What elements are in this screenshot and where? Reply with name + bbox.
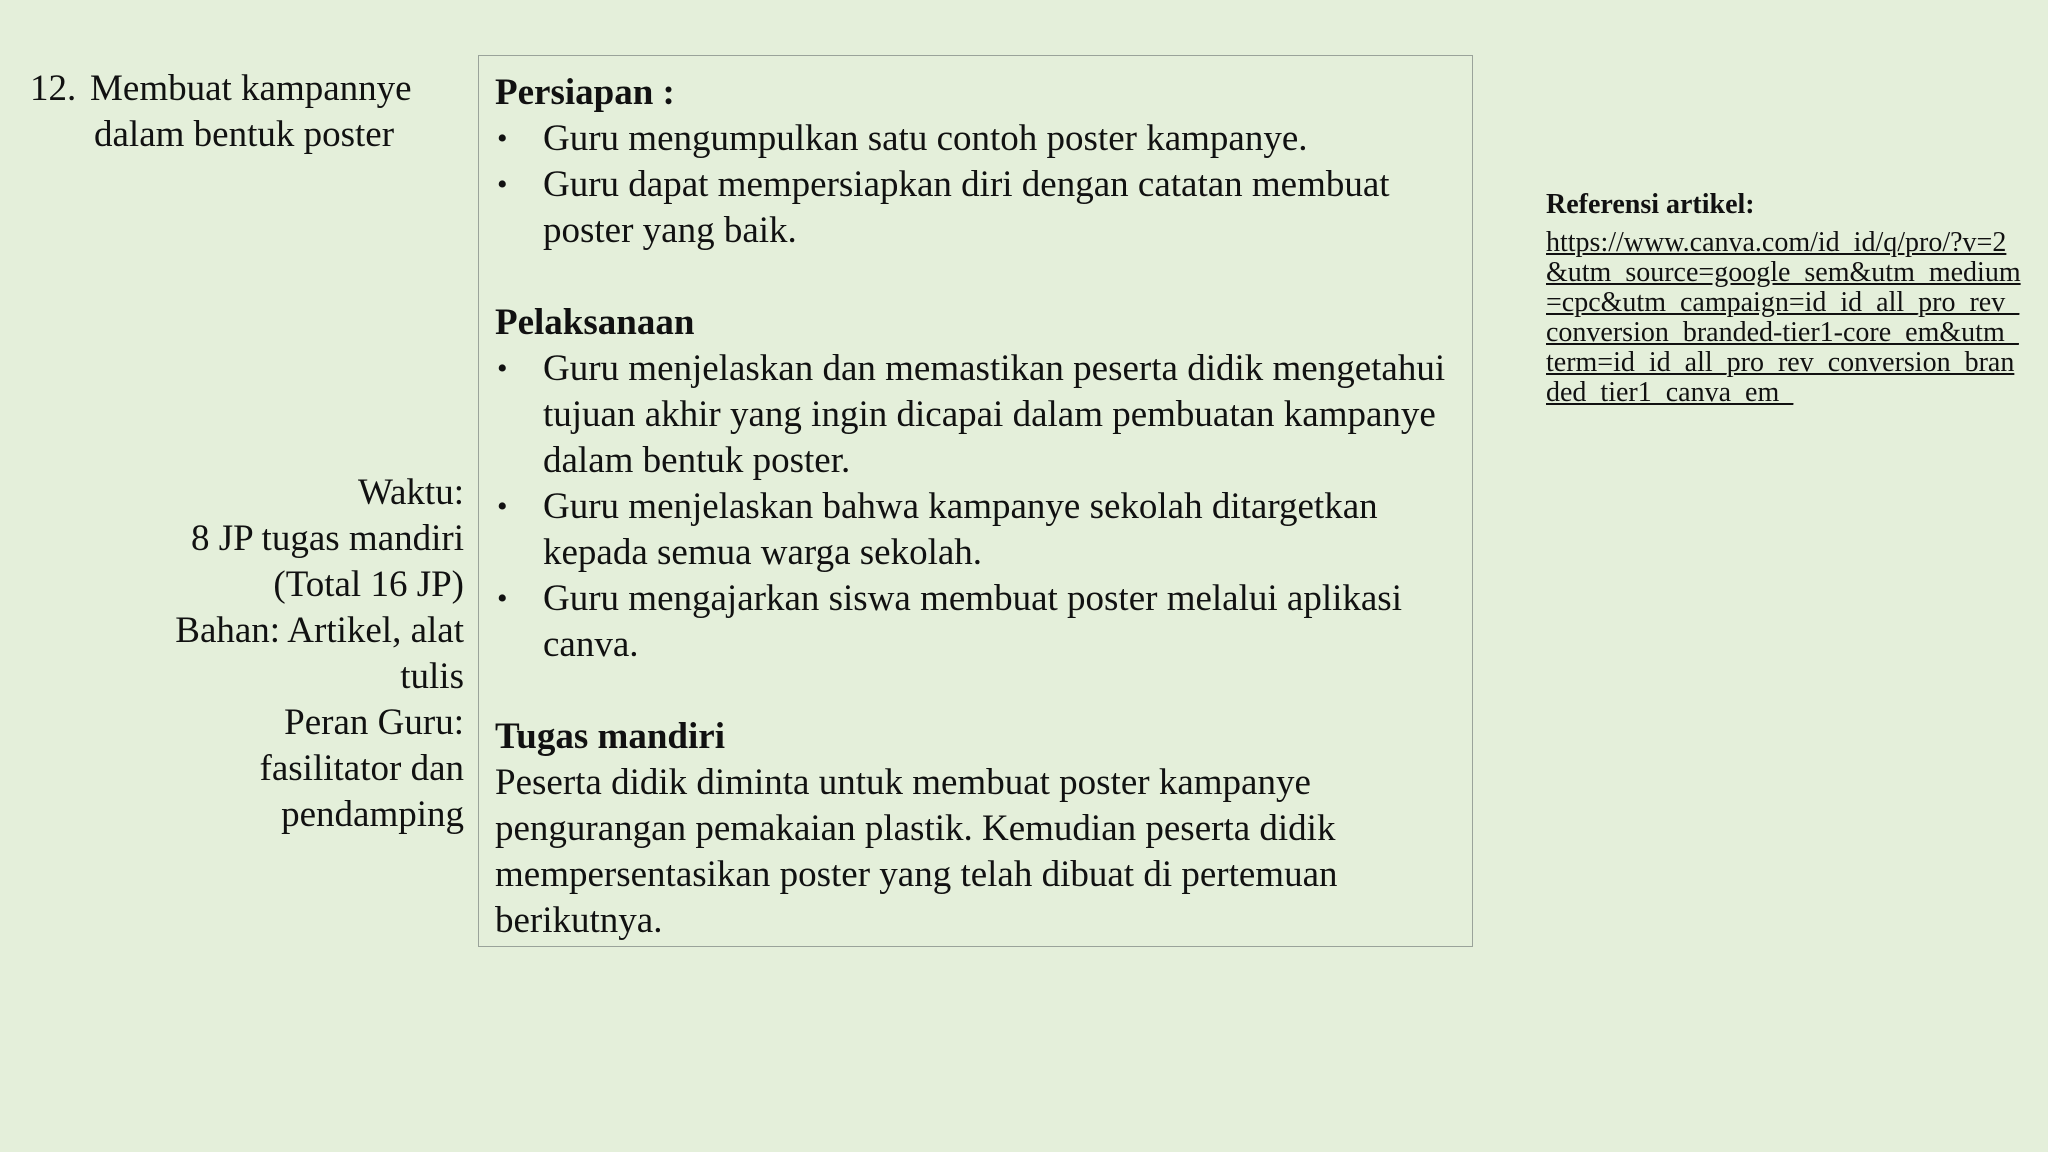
list-item bbox=[495, 346, 1460, 484]
activity-title-line2: dalam bentuk poster bbox=[94, 114, 395, 155]
pelaksanaan-item-text: Guru mengajarkan siswa membuat poster melalui aplikasi canva. bbox=[543, 578, 1402, 665]
list-item bbox=[495, 162, 1460, 254]
tugas-mandiri-heading: Tugas mandiri bbox=[495, 716, 725, 757]
bullet-icon: • bbox=[497, 352, 508, 385]
persiapan-item-text: Guru mengumpulkan satu contoh poster kampanye. bbox=[543, 118, 1308, 159]
reference-heading: Referensi artikel: bbox=[1546, 189, 1755, 220]
bahan-line2: tulis bbox=[400, 656, 464, 697]
activity-number: 12. bbox=[30, 68, 77, 109]
activity-content-box bbox=[478, 55, 1473, 947]
pelaksanaan-heading: Pelaksanaan bbox=[495, 302, 695, 343]
peran-line1: fasilitator dan bbox=[259, 748, 464, 789]
reference-link[interactable]: https://www.canva.com/id_id/q/pro/?v=2&utm_source=google_sem&utm_medium=cpc&utm_campaign=id_id_all_pro_rev_conversion_branded-tier1-core_em&utm_term=id_id_all_pro_rev_conversion_branded_tier1_canva_em_ bbox=[1546, 227, 2021, 408]
waktu-total: (Total 16 JP) bbox=[273, 564, 464, 605]
tugas-mandiri-text: Peserta didik diminta untuk membuat poster kampanye pengurangan pemakaian plastik. Kemudian peserta didik mempersentasikan poster yang telah dibuat di pertemuan berikutnya. bbox=[495, 762, 1338, 941]
activity-meta bbox=[100, 470, 464, 838]
peran-label: Peran Guru: bbox=[284, 702, 464, 743]
bullet-icon: • bbox=[497, 168, 508, 201]
list-item bbox=[495, 484, 1460, 576]
pelaksanaan-list bbox=[495, 346, 1460, 668]
reference-block bbox=[1546, 190, 2026, 408]
persiapan-heading: Persiapan : bbox=[495, 72, 675, 113]
bullet-icon: • bbox=[497, 582, 508, 615]
waktu-label: Waktu: bbox=[358, 472, 464, 513]
bullet-icon: • bbox=[497, 490, 508, 523]
waktu-value: 8 JP tugas mandiri bbox=[190, 518, 464, 559]
activity-title-line1: Membuat kampannye bbox=[90, 68, 412, 109]
list-item bbox=[495, 576, 1460, 668]
bahan-line1: Bahan: Artikel, alat bbox=[175, 610, 464, 651]
persiapan-list bbox=[495, 116, 1460, 254]
activity-title bbox=[30, 66, 470, 158]
persiapan-item-text: Guru dapat mempersiapkan diri dengan catatan membuat poster yang baik. bbox=[543, 164, 1390, 251]
peran-line2: pendamping bbox=[281, 794, 464, 835]
pelaksanaan-item-text: Guru menjelaskan bahwa kampanye sekolah ditargetkan kepada semua warga sekolah. bbox=[543, 486, 1378, 573]
pelaksanaan-item-text: Guru menjelaskan dan memastikan peserta didik mengetahui tujuan akhir yang ingin dicapai dalam pembuatan kampanye dalam bentuk poster. bbox=[543, 348, 1446, 481]
list-item bbox=[495, 116, 1460, 162]
bullet-icon: • bbox=[497, 122, 508, 155]
